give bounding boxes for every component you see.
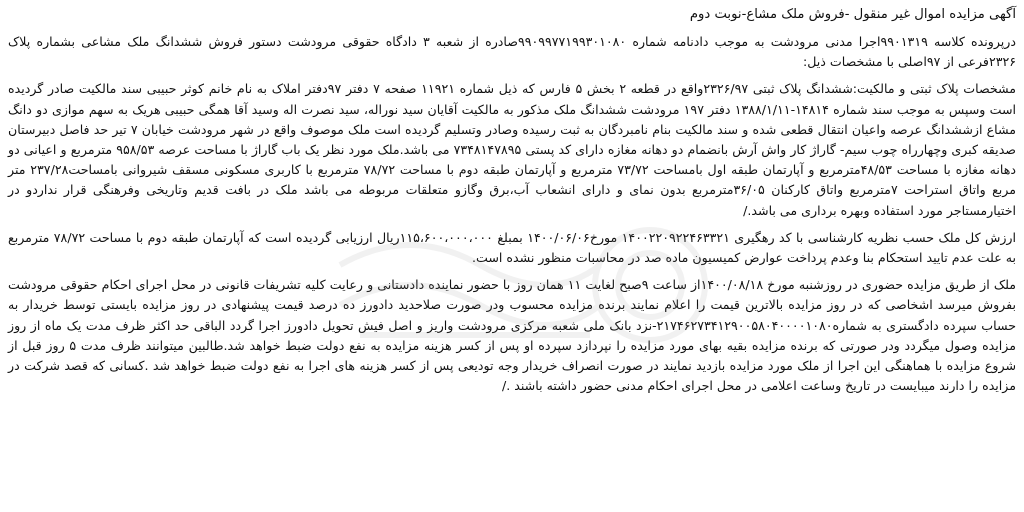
notice-title: آگهی مزایده اموال غیر منقول -فروش ملک مشاع-نوبت دوم — [689, 7, 1016, 22]
valuation-paragraph: ارزش کل ملک حسب نظریه کارشناسی با کد رهگیری ۱۴۰۰۲۲۰۹۲۲۴۶۳۳۲۱ مورخ۱۴۰۰/۰۶/۰۶ بمبلغ ۱۱۵،۶۰۰،۰۰۰،۰۰۰ریال ارزیابی گردیده است که آپارتمان طبقه دوم با مساحت ۷۸/۷۲ مترمربع به علت عدم تایید استحکام بنا وعدم پرداخت عوارض کمیسیون ماده صد در محاسبات منظور نشده است. — [8, 229, 1016, 266]
property-specs-paragraph: مشخصات پلاک ثبتی و مالکیت:ششدانگ پلاک ثبتی ۲۳۲۶/۹۷واقع در قطعه ۲ بخش ۵ فارس که ذیل شماره ۱۱۹۲۱ صفحه ۷ دفتر ۹۷دفتر املاک به نام خانم کوثر حبیبی سند مالکیت صادر گردیده است وسپس به موجب سند شماره ۱۴۸۱۴-۱۳۸۸/۱/۱۱ دفتر ۱۹۷ مرودشت ششدانگ ملک مذکور به مالکیت آقایان سید نوراله، سید نصرت اله وسید آقا همگی حبیبی هریک به سهم موازی دو دانگ مشاع ازششدانگ عرصه واعیان انتقال قطعی شده و سند مالکیت بنام نامبردگان به ثبت رسیده وصادر وتسلیم گردیده است ملک موصوف واقع در شهر مرودشت خیابان ۷ تیر حد فاصل دبیرستان صدیقه کبری وچهارراه چوب سیم- گاراژ کار واش آرش بانضمام دو دهانه مغازه دارای کد پستی ۷۳۴۸۱۴۷۸۹۵ می باشد.ملک مورد نظر یک باب گاراژ با مساحت عرصه ۹۵۸/۵۳ مترمربع و اعیانی دو دهانه مغازه با مساحت ۴۸/۵۳مترمربع و آپارتمان طبقه اول بامساحت ۷۳/۷۲ مترمربع و آپارتمان طبقه دوم با مساحت ۷۸/۷۲ مترمربع با کاربری مسکونی مسقف شیروانی بامساحت۲۳۷/۲۸ متر مربع واتاق استراحت ۷مترمربع واتاق کارکنان ۳۶/۰۵مترمربع بدون نمای و دارای انشعاب آب،برق وگازو متعلقات مربوطه می باشد ملک در بافت قدیم وتاریخی وفرهنگی قرار نداردو در اختیارمستاجر مورد استفاده وبهره برداری می باشد./ — [8, 81, 1017, 218]
auction-terms-paragraph: ملک از طریق مزایده حضوری در روزشنبه مورخ ۱۴۰۰/۰۸/۱۸از ساعت ۹صبح لغایت ۱۱ همان روز با حضور نماینده دادستانی و رعایت کلیه تشریفات قانونی در محل اجرای احکام حقوقی مرودشت بفروش میرسد اشخاصی که در روز مزایده بالاترین قیمت را اعلام نمایند برنده مزایده محسوب ودر صورت صلاحدید دادورز ده درصد قیمت پیشنهادی در روز مزایده بایستی توسط خریدار به حساب سپرده دادگستری به شماره۲۱۷۴۶۲۷۳۴۱۲۹۰۰۵۸۰۴۰۰۰۰۱۰۸۰-نزد بانک ملی شعبه مرکزی مرودشت واریز و اصل فیش تحویل دادورز اجرا گردد الباقی حد اکثر ظرف مدت یک ماه از روز مزایده وصول میگردد ودر صورتی که برنده مزایده بقیه بهای مورد مزایده را نپردازد سپرده او پس از کسر هزینه مزایده به نفع دولت ضبط خواهد شد.طالبین میتوانند ظرف مدت ۵ روز قبل از شروع مزایده با هماهنگی این اجرا از ملک مورد مزایده بازدید نمایند در صورت انصراف خریدار وجه تودیعی پس از کسر هزینه های اجرا به نفع دولت ضبط خواهد شد .کسانی که قصد شرکت در مزایده را دارند میبایست در تاریخ وساعت اعلامی در محل اجرای احکام مدنی حضور داشته باشند ./ — [8, 277, 1017, 394]
case-intro-paragraph: درپرونده کلاسه ۹۹۰۱۳۱۹اجرا مدنی مرودشت به موجب دادنامه شماره ۹۹۰۹۹۷۷۱۹۹۳۰۱۰۸۰صادره از شعبه ۳ دادگاه حقوقی مرودشت دستور فروش ششدانگ ملک مشاعی بشماره پلاک ۲۳۲۶فرعی از ۹۷اصلی با مشخصات ذیل: — [8, 34, 1016, 70]
